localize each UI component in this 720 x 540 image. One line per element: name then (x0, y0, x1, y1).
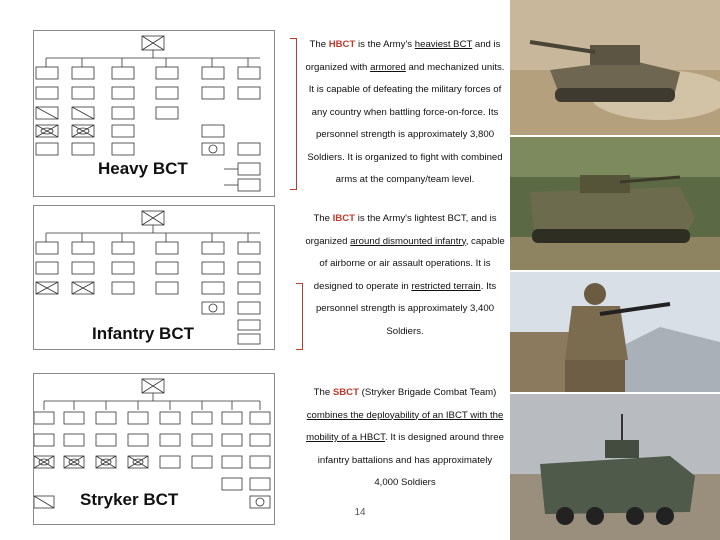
heavy-abbr: HBCT (328, 39, 356, 50)
page-number: 14 (354, 507, 366, 518)
stryker-bct-label: Stryker BCT (80, 490, 179, 509)
stryker-bct-org-chart (33, 373, 275, 525)
soldier-photo (510, 272, 720, 392)
stryker-description: The SBCT (Stryker Brigade Combat Team) combines the deployability of an IBCT with the mobility of a HBCT. It is designed around three infantry battalions and has approximately 4,000 Soldiers (306, 387, 504, 488)
ifv-photo (510, 137, 720, 270)
tank-photo (510, 0, 720, 135)
stryker-abbr: SBCT (332, 387, 359, 398)
infantry-abbr: IBCT (332, 213, 356, 224)
heavy-description: The HBCT is the Army's heaviest BCT and is organized with armored and mechanized units. It is capable of defeating the military forces of any country when battling force-on-force. Its personnel strength is approximately 3,800 Soldiers. It is organized to fight with combined arms at the company/team level. (305, 39, 505, 185)
heavy-bracket (290, 38, 297, 190)
infantry-bracket (296, 283, 303, 350)
stryker-photo (510, 394, 720, 540)
infantry-description: The IBCT is the Army's lightest BCT, and is organized around dismounted infantry, capable of airborne or air assault operations. It is designed to operate in restricted terrain. Its personnel strength is approximately 3,400 Soldiers. (305, 213, 505, 337)
infantry-bct-label: Infantry BCT (92, 324, 194, 343)
heavy-bct-label: Heavy BCT (98, 159, 188, 178)
infantry-bct-org-chart (33, 205, 275, 350)
heavy-bct-org-chart (33, 30, 275, 197)
